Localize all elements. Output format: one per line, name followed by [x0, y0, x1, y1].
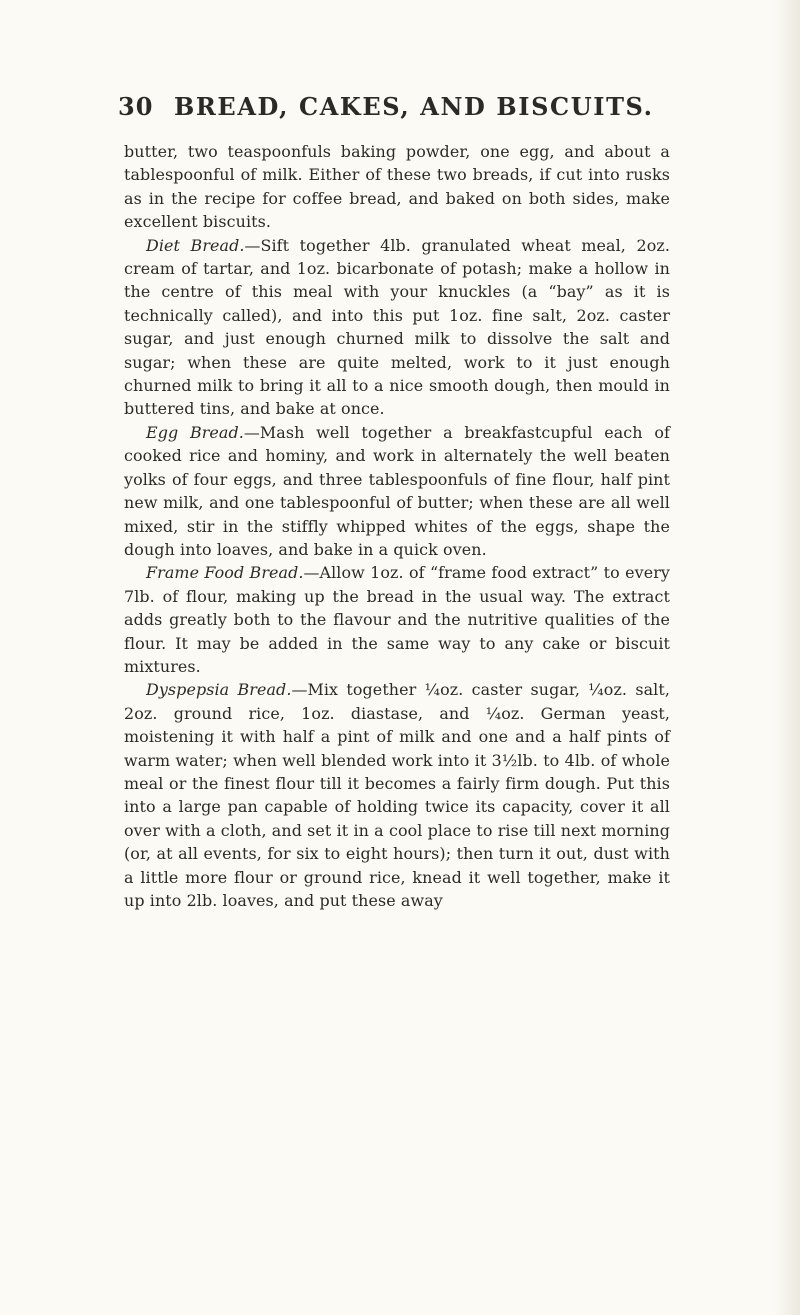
recipe-egg-bread [124, 421, 670, 561]
running-head [118, 92, 678, 128]
page-number: 30 [118, 92, 154, 121]
recipe-title: Dyspepsia Bread. [146, 680, 292, 700]
recipe-frame-food-bread [124, 561, 670, 678]
recipe-diet-bread [124, 234, 670, 421]
recipe-title: Egg Bread. [146, 422, 244, 442]
page-edge-shadow [774, 0, 800, 1315]
recipe-text: —Mash well together a breakfastcupful each of cooked rice and hominy, and work in alternately the well beaten yolks of four eggs, and three tablespoonfuls of fine flour, half pint new milk, and one tablespoonful of butter; when these are all well mixed, stir in the stiffly whipped whites of the eggs, shape the dough into loaves, and bake in a quick oven. [124, 422, 670, 559]
body-text [124, 140, 670, 912]
recipe-title: Frame Food Bread. [146, 563, 304, 583]
running-head-title: BREAD, CAKES, AND BISCUITS. [174, 92, 654, 121]
recipe-text: —Mix together ¼oz. caster sugar, ¼oz. salt, 2oz. ground rice, 1oz. diastase, and ¼oz. German yeast, moistening it with half a pint of milk and one and a half pints of warm water; when well blended work into it 3½lb. to 4lb. of whole meal or the finest flour till it becomes a fairly firm dough. Put this into a large pan capable of holding twice its capacity, cover it all over with a cloth, and set it in a cool place to rise till next morning (or, at all events, for six to eight hours); then turn it out, dust with a little more flour or ground rice, knead it well together, make it up into 2lb. loaves, and put these away [124, 680, 671, 910]
recipe-text: —Allow 1oz. of “frame food extract” to every 7lb. of flour, making up the bread in the usual way. The extract adds greatly both to the flavour and the nutritive qualities of the flour. It may be added in the same way to any cake or biscuit mixtures. [124, 563, 670, 676]
recipe-title: Diet Bread. [146, 235, 245, 255]
recipe-text: —Sift together 4lb. granulated wheat meal, 2oz. cream of tartar, and 1oz. bicarbonate of potash; make a hollow in the centre of this meal with your knuckles (a “bay” as it is technically called), and into this put 1oz. fine salt, 2oz. caster sugar, and just enough churned milk to dissolve the salt and sugar; when these are quite melted, work to it just enough churned milk to bring it all to a nice smooth dough, then mould in buttered tins, and bake at once. [124, 235, 670, 419]
continuation-paragraph: butter, two teaspoonfuls baking powder, one egg, and about a tablespoonful of milk. Either of these two breads, if cut into rusks as in the recipe for coffee bread, and baked on both sides, make excellent biscuits. [124, 142, 670, 232]
recipe-dyspepsia-bread [124, 678, 670, 912]
